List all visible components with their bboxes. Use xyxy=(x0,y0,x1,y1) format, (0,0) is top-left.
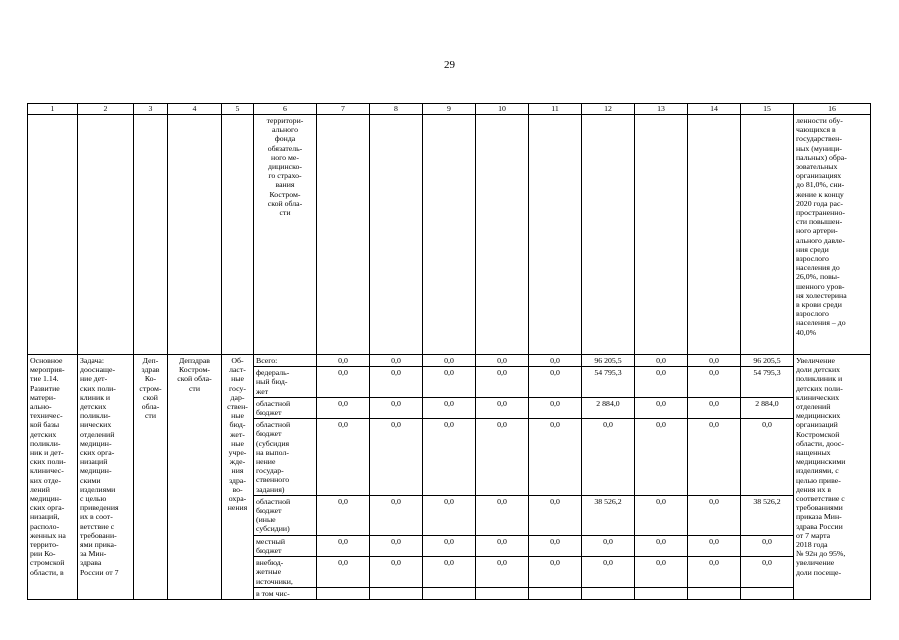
header-row xyxy=(28,104,871,115)
funding-value: 54 795,3 xyxy=(582,367,635,398)
cont-cell-7 xyxy=(317,115,370,355)
header-col-8: 8 xyxy=(370,104,423,115)
funding-value: 0,0 xyxy=(635,397,688,418)
header-col-15: 15 xyxy=(741,104,794,115)
funding-value: 0,0 xyxy=(688,495,741,535)
funding-value xyxy=(529,587,582,599)
funding-source: областной бюджет (иные субсидии) xyxy=(254,495,317,535)
funding-value: 2 884,0 xyxy=(582,397,635,418)
cont-funding-source: территори- ального фонда обязатель- ного ме- дицинско- го страхо- вания Костром- ской обла- сти xyxy=(254,115,317,355)
funding-value: 54 795,3 xyxy=(741,367,794,398)
cont-cell-9 xyxy=(423,115,476,355)
cont-cell-13 xyxy=(635,115,688,355)
funding-value: 0,0 xyxy=(741,419,794,496)
funding-value: 96 205,5 xyxy=(582,355,635,367)
header-col-13: 13 xyxy=(635,104,688,115)
funding-value: 0,0 xyxy=(370,397,423,418)
cont-cell-15 xyxy=(741,115,794,355)
funding-value: 0,0 xyxy=(370,419,423,496)
event-executor: Депздрав Костром- ской обла- сти xyxy=(168,355,222,600)
funding-value: 0,0 xyxy=(423,419,476,496)
header-col-6: 6 xyxy=(254,104,317,115)
funding-value: 38 526,2 xyxy=(741,495,794,535)
funding-value: 0,0 xyxy=(476,367,529,398)
funding-value: 0,0 xyxy=(317,355,370,367)
funding-value: 0,0 xyxy=(476,557,529,588)
funding-value xyxy=(423,587,476,599)
funding-value: 0,0 xyxy=(529,397,582,418)
funding-source: внебюд- жетные источники, xyxy=(254,557,317,588)
event-task: Задача: дооснаще- ние дет- ских поли- клиник и детских поликли- нических отделений медицин- ских орга- низаций медицин- скими изделиями с целью приведения их в соот- ветствие с требовани- ями прика- за Мин- здрава России от 7 xyxy=(78,355,134,600)
funding-value: 0,0 xyxy=(423,535,476,556)
funding-value: 0,0 xyxy=(423,397,476,418)
cont-cell-5 xyxy=(222,115,254,355)
cont-cell-4 xyxy=(168,115,222,355)
funding-value: 0,0 xyxy=(529,355,582,367)
funding-value: 2 884,0 xyxy=(741,397,794,418)
event-expected-result: Увеличение доли детских поликлиник и детских поли- клинических отделений медицинских организаций Костромской области, доос- нащенных медицинскими изделиями, с целью приве- дения их в соответствие с требованиями приказа Мин- здрава России от 7 марта 2018 года № 92н до 95%, увеличение доли посеще- xyxy=(794,355,871,600)
funding-value: 0,0 xyxy=(688,397,741,418)
funding-value xyxy=(741,587,794,599)
funding-value: 0,0 xyxy=(582,535,635,556)
funding-value: 0,0 xyxy=(688,535,741,556)
funding-value: 0,0 xyxy=(370,495,423,535)
funding-value: 0,0 xyxy=(688,367,741,398)
header-col-2: 2 xyxy=(78,104,134,115)
funding-value: 0,0 xyxy=(476,419,529,496)
funding-source: в том чис- xyxy=(254,587,317,599)
funding-value: 0,0 xyxy=(529,419,582,496)
funding-value: 0,0 xyxy=(370,557,423,588)
funding-source: местный бюджет xyxy=(254,535,317,556)
event-coordinator: Деп- здрав Ко- стром- ской обла- сти xyxy=(134,355,168,600)
funding-value: 0,0 xyxy=(688,557,741,588)
funding-value: 0,0 xyxy=(635,557,688,588)
funding-source: Всего: xyxy=(254,355,317,367)
funding-value xyxy=(688,587,741,599)
event-name: Основное мероприя- тие 1.14. Развитие матери- ально- техничес- кой базы детских поликли- ник и дет- ских поли- клиничес- ких отде- лений медицин- ских орга- низаций, располо- женных на террито- рии Ко- стромской области, в xyxy=(28,355,78,600)
cont-cell-1 xyxy=(28,115,78,355)
funding-value xyxy=(635,587,688,599)
budget-table xyxy=(27,103,871,600)
funding-value: 0,0 xyxy=(635,495,688,535)
funding-value: 0,0 xyxy=(635,535,688,556)
header-col-9: 9 xyxy=(423,104,476,115)
funding-value xyxy=(582,587,635,599)
funding-value: 0,0 xyxy=(317,419,370,496)
funding-value: 0,0 xyxy=(635,355,688,367)
funding-source: областной бюджет xyxy=(254,397,317,418)
funding-value xyxy=(370,587,423,599)
funding-value: 0,0 xyxy=(317,397,370,418)
funding-value: 0,0 xyxy=(476,397,529,418)
continuation-row xyxy=(28,115,871,355)
funding-value: 0,0 xyxy=(317,495,370,535)
funding-value: 0,0 xyxy=(635,367,688,398)
cont-expected-result: ленности обу- чающихся в государствен- ных (муници- пальных) обра- зовательных организациях до 81,0%, сни- жение к концу 2020 года рас- пространенно- сти повышен- ного артери- ального давле- ния среди взрослого населения до 26,0%, повы- шенного уров- ня холестерина в крови среди взрослого населения – до 40,0% xyxy=(794,115,871,355)
funding-value: 0,0 xyxy=(582,557,635,588)
funding-value xyxy=(317,587,370,599)
header-col-1: 1 xyxy=(28,104,78,115)
cont-cell-3 xyxy=(134,115,168,355)
funding-value: 0,0 xyxy=(741,557,794,588)
funding-value: 0,0 xyxy=(423,495,476,535)
funding-value: 0,0 xyxy=(476,535,529,556)
cont-cell-14 xyxy=(688,115,741,355)
header-col-3: 3 xyxy=(134,104,168,115)
funding-row xyxy=(28,355,871,367)
funding-value: 0,0 xyxy=(370,355,423,367)
funding-value: 0,0 xyxy=(370,367,423,398)
funding-value: 0,0 xyxy=(529,367,582,398)
cont-cell-10 xyxy=(476,115,529,355)
funding-value: 96 205,5 xyxy=(741,355,794,367)
funding-value: 0,0 xyxy=(635,419,688,496)
funding-source: федераль- ный бюд- жет xyxy=(254,367,317,398)
cont-cell-11 xyxy=(529,115,582,355)
funding-value: 0,0 xyxy=(688,355,741,367)
cont-cell-8 xyxy=(370,115,423,355)
funding-value: 38 526,2 xyxy=(582,495,635,535)
cont-cell-12 xyxy=(582,115,635,355)
funding-value: 0,0 xyxy=(529,557,582,588)
funding-value xyxy=(476,587,529,599)
cont-cell-2 xyxy=(78,115,134,355)
header-col-5: 5 xyxy=(222,104,254,115)
funding-value: 0,0 xyxy=(476,495,529,535)
funding-value: 0,0 xyxy=(529,535,582,556)
funding-source: областной бюджет (субсидия на выпол- нение государ- ственного задания) xyxy=(254,419,317,496)
funding-value: 0,0 xyxy=(741,535,794,556)
funding-value: 0,0 xyxy=(317,535,370,556)
header-col-10: 10 xyxy=(476,104,529,115)
header-col-7: 7 xyxy=(317,104,370,115)
funding-value: 0,0 xyxy=(370,535,423,556)
page-number: 29 xyxy=(444,59,455,71)
funding-value: 0,0 xyxy=(423,557,476,588)
funding-value: 0,0 xyxy=(317,557,370,588)
event-participants: Об- ласт- ные госу- дар- ствен- ные бюд- жет- ные учре- жде- ния здра- во- охра- нения xyxy=(222,355,254,600)
header-col-4: 4 xyxy=(168,104,222,115)
funding-value: 0,0 xyxy=(529,495,582,535)
funding-value: 0,0 xyxy=(317,367,370,398)
funding-value: 0,0 xyxy=(688,419,741,496)
funding-value: 0,0 xyxy=(582,419,635,496)
header-col-14: 14 xyxy=(688,104,741,115)
header-col-16: 16 xyxy=(794,104,871,115)
funding-value: 0,0 xyxy=(476,355,529,367)
funding-value: 0,0 xyxy=(423,355,476,367)
funding-value: 0,0 xyxy=(423,367,476,398)
header-col-11: 11 xyxy=(529,104,582,115)
header-col-12: 12 xyxy=(582,104,635,115)
